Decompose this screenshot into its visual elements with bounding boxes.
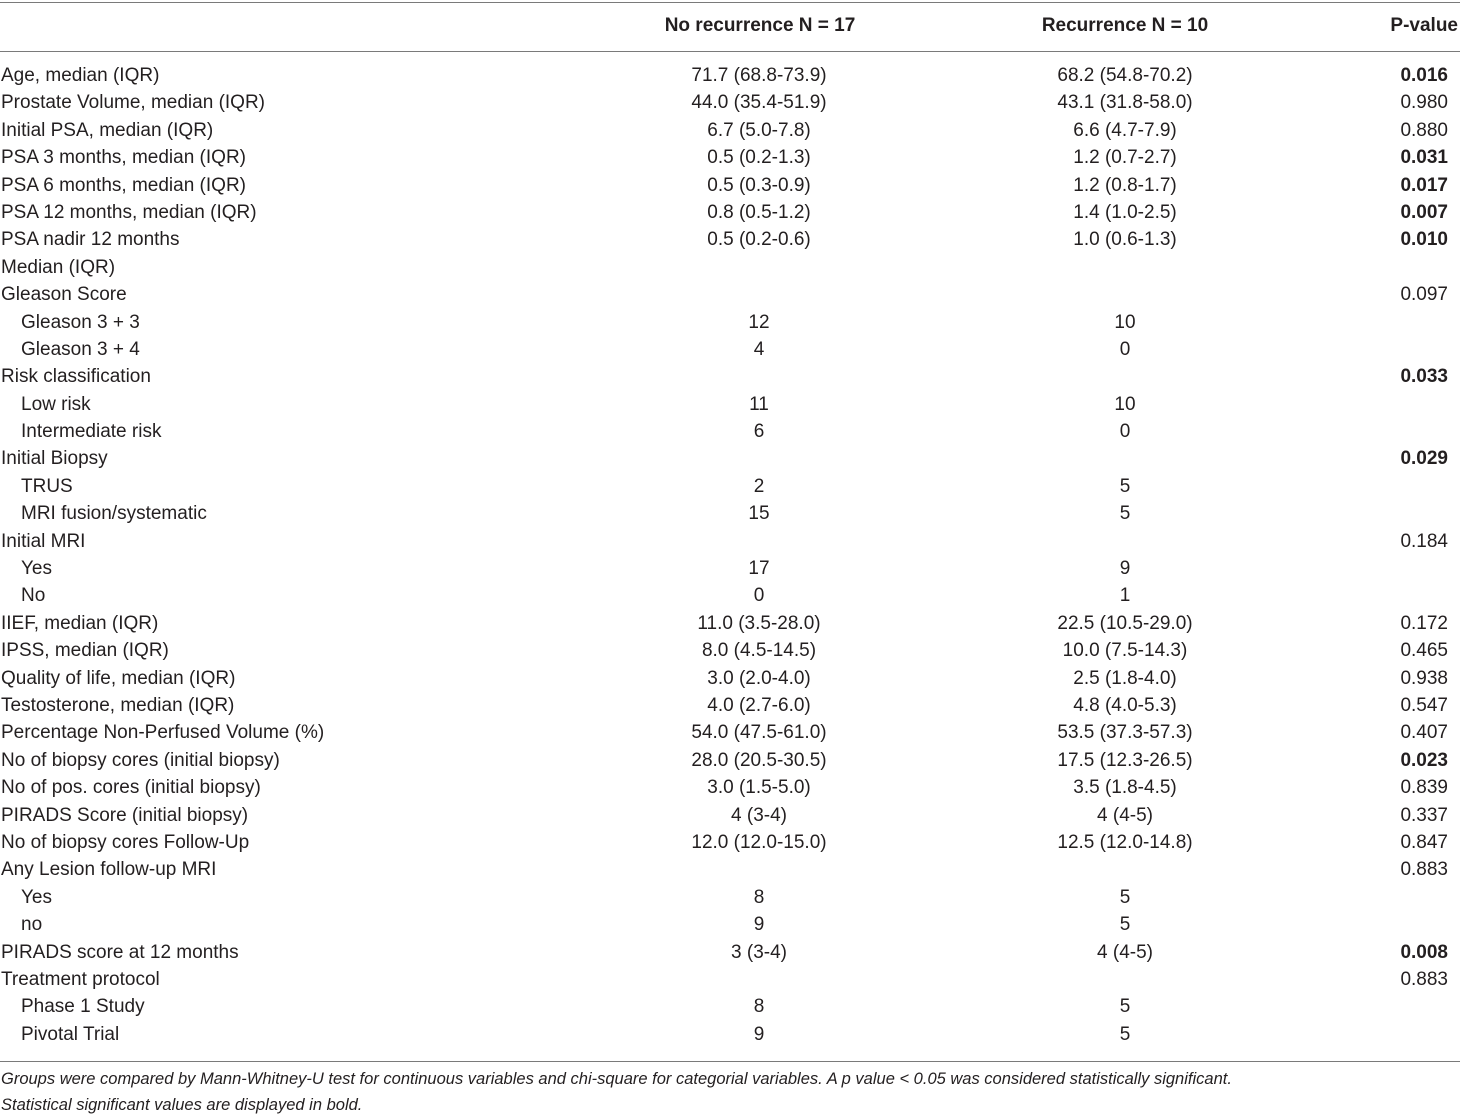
no-recurrence-value: 3.0 (1.5-5.0)	[707, 777, 811, 799]
row-label: Phase 1 Study	[21, 996, 145, 1018]
no-recurrence-value: 6	[753, 421, 765, 443]
table-row	[0, 829, 1460, 856]
table-row	[0, 281, 1460, 308]
no-recurrence-value: 71.7 (68.8-73.9)	[691, 65, 827, 86]
no-recurrence-value: 4.0 (2.7-6.0)	[707, 694, 811, 716]
row-label: PIRADS Score (initial biopsy)	[1, 804, 249, 826]
recurrence-value: 9	[1119, 558, 1131, 580]
p-value: 0.029	[1400, 448, 1448, 470]
row-label: PSA nadir 12 months	[1, 229, 180, 251]
p-value: 0.938	[1400, 667, 1448, 689]
table-row	[0, 363, 1460, 390]
no-recurrence-value: 11	[749, 393, 769, 415]
row-label: Initial PSA, median (IQR)	[1, 119, 214, 141]
recurrence-value: 4 (4-5)	[1097, 941, 1153, 963]
row-label: Initial MRI	[1, 530, 86, 552]
bottom-rule	[0, 1061, 1460, 1062]
row-label: Testosterone, median (IQR)	[1, 694, 235, 716]
table-row	[0, 911, 1460, 938]
p-value: 0.097	[1400, 284, 1448, 306]
recurrence-value: 5	[1119, 914, 1131, 936]
table-row	[0, 719, 1460, 746]
recurrence-value: 12.5 (12.0-14.8)	[1057, 831, 1193, 853]
table-row	[0, 528, 1460, 555]
table-row	[0, 966, 1460, 993]
no-recurrence-value: 54.0 (47.5-61.0)	[691, 722, 827, 744]
row-label: PSA 6 months, median (IQR)	[1, 174, 246, 196]
footnote-line-1: Groups were compared by Mann-Whitney-U test for continuous variables and chi-square for categorial variables. A p value < 0.05 was considered statistically significant.	[1, 1070, 1232, 1088]
recurrence-value: 2.5 (1.8-4.0)	[1073, 667, 1177, 689]
no-recurrence-value: 8.0 (4.5-14.5)	[701, 640, 817, 662]
row-label: Yes	[21, 558, 52, 580]
table-row	[0, 637, 1460, 664]
row-label: No of biopsy cores (initial biopsy)	[1, 749, 280, 771]
no-recurrence-value: 2	[753, 475, 765, 497]
table-row	[0, 473, 1460, 500]
table-row	[0, 802, 1460, 829]
p-value: 0.023	[1400, 749, 1448, 771]
p-value: 0.008	[1400, 941, 1448, 963]
row-label: Gleason 3 + 3	[21, 311, 140, 333]
p-value: 0.839	[1400, 777, 1448, 799]
no-recurrence-value: 0.5 (0.2-0.6)	[707, 229, 811, 251]
table-row	[0, 1021, 1460, 1048]
table-footnote	[1, 1066, 1441, 1118]
table-row	[0, 89, 1460, 116]
row-label: no	[21, 914, 43, 936]
no-recurrence-value: 9	[753, 1023, 765, 1045]
table-row	[0, 226, 1460, 253]
recurrence-value: 17.5 (12.3-26.5)	[1057, 749, 1193, 771]
row-label: Prostate Volume, median (IQR)	[1, 92, 265, 114]
table-row	[0, 144, 1460, 171]
recurrence-value: 1.2 (0.7-2.7)	[1073, 147, 1177, 169]
p-value: 0.407	[1400, 722, 1448, 744]
p-value: 0.547	[1400, 694, 1448, 716]
recurrence-value: 5	[1119, 475, 1131, 497]
row-label: Quality of life, median (IQR)	[1, 667, 236, 689]
recurrence-value: 68.2 (54.8-70.2)	[1057, 65, 1193, 86]
row-label: Any Lesion follow-up MRI	[1, 859, 217, 881]
row-label: Percentage Non-Perfused Volume (%)	[1, 722, 325, 744]
row-label: Risk classification	[1, 366, 151, 388]
no-recurrence-value: 0.5 (0.3-0.9)	[707, 174, 811, 196]
row-label: No of biopsy cores Follow-Up	[1, 831, 250, 853]
no-recurrence-value: 12	[748, 311, 770, 333]
header-rule	[0, 51, 1460, 52]
no-recurrence-value: 12.0 (12.0-15.0)	[691, 831, 827, 853]
row-label: Yes	[21, 886, 52, 908]
recurrence-value: 1	[1119, 585, 1131, 607]
row-label: No	[21, 585, 46, 607]
p-value: 0.172	[1400, 612, 1448, 634]
row-label: Intermediate risk	[21, 421, 162, 443]
table-row	[0, 445, 1460, 472]
recurrence-value: 0	[1119, 338, 1131, 360]
no-recurrence-value: 3.0 (2.0-4.0)	[707, 667, 811, 689]
recurrence-value: 43.1 (31.8-58.0)	[1057, 92, 1193, 114]
row-label: Median (IQR)	[1, 256, 116, 278]
row-label: Gleason 3 + 4	[21, 338, 140, 360]
p-value: 0.337	[1400, 804, 1448, 826]
p-value: 0.880	[1400, 119, 1448, 141]
no-recurrence-value: 0	[753, 585, 765, 607]
table-row	[0, 336, 1460, 363]
no-recurrence-value: 8	[753, 996, 765, 1018]
no-recurrence-value: 4	[753, 338, 765, 360]
no-recurrence-value: 3 (3-4)	[731, 941, 787, 963]
recurrence-value: 1.0 (0.6-1.3)	[1073, 229, 1177, 251]
row-label: Initial Biopsy	[1, 448, 108, 470]
p-value: 0.883	[1400, 859, 1448, 881]
recurrence-value: 5	[1119, 886, 1131, 908]
p-value: 0.007	[1400, 201, 1448, 223]
table-row	[0, 884, 1460, 911]
recurrence-value: 5	[1119, 503, 1131, 525]
p-value: 0.017	[1400, 174, 1448, 196]
recurrence-value: 5	[1119, 1023, 1131, 1045]
table-row	[0, 500, 1460, 527]
recurrence-value: 10.0 (7.5-14.3)	[1062, 640, 1188, 662]
header-p-value: P-value	[1390, 15, 1458, 36]
recurrence-value: 22.5 (10.5-29.0)	[1057, 612, 1193, 634]
recurrence-value: 4.8 (4.0-5.3)	[1073, 694, 1177, 716]
no-recurrence-value: 8	[753, 886, 765, 908]
header-recurrence: Recurrence N = 10	[1041, 15, 1209, 36]
table-row	[0, 582, 1460, 609]
p-value: 0.033	[1400, 366, 1448, 388]
row-label: PIRADS score at 12 months	[1, 941, 239, 963]
recurrence-value: 6.6 (4.7-7.9)	[1073, 119, 1177, 141]
recurrence-value: 53.5 (37.3-57.3)	[1057, 722, 1193, 744]
table-row	[0, 856, 1460, 883]
recurrence-value: 1.2 (0.8-1.7)	[1073, 174, 1177, 196]
footnote-line-2: Statistical significant values are displayed in bold.	[1, 1096, 363, 1114]
row-label: IIEF, median (IQR)	[1, 612, 159, 634]
recurrence-value: 5	[1119, 996, 1131, 1018]
recurrence-value: 10	[1114, 393, 1136, 415]
row-label: Pivotal Trial	[21, 1023, 120, 1045]
row-label: Treatment protocol	[1, 968, 160, 990]
header-no-recurrence: No recurrence N = 17	[664, 15, 856, 36]
row-label: TRUS	[21, 475, 73, 497]
recurrence-value: 0	[1119, 421, 1131, 443]
no-recurrence-value: 6.7 (5.0-7.8)	[707, 119, 811, 141]
row-label: IPSS, median (IQR)	[1, 640, 169, 662]
p-value: 0.465	[1400, 640, 1448, 662]
recurrence-value: 3.5 (1.8-4.5)	[1073, 777, 1177, 799]
p-value: 0.883	[1400, 968, 1448, 990]
no-recurrence-value: 0.5 (0.2-1.3)	[707, 147, 811, 169]
table-row	[0, 391, 1460, 418]
table-row	[0, 117, 1460, 144]
row-label: Age, median (IQR)	[1, 65, 160, 86]
no-recurrence-value: 9	[753, 914, 765, 936]
no-recurrence-value: 28.0 (20.5-30.5)	[691, 749, 827, 771]
table-row	[0, 172, 1460, 199]
no-recurrence-value: 15	[748, 503, 770, 525]
p-value: 0.847	[1400, 831, 1448, 853]
row-label: No of pos. cores (initial biopsy)	[1, 777, 261, 799]
row-label: MRI fusion/systematic	[21, 503, 207, 525]
row-label: PSA 3 months, median (IQR)	[1, 147, 246, 169]
table-row	[0, 610, 1460, 637]
recurrence-value: 10	[1114, 311, 1136, 333]
table-row	[0, 309, 1460, 336]
table-row	[0, 747, 1460, 774]
recurrence-value: 1.4 (1.0-2.5)	[1073, 201, 1177, 223]
table-row	[0, 555, 1460, 582]
p-value: 0.980	[1400, 92, 1448, 114]
p-value: 0.184	[1400, 530, 1448, 552]
recurrence-value: 4 (4-5)	[1097, 804, 1153, 826]
p-value: 0.010	[1400, 229, 1448, 251]
table-row	[0, 774, 1460, 801]
table-row	[0, 254, 1460, 281]
row-label: Low risk	[21, 393, 91, 415]
table-row	[0, 199, 1460, 226]
table-row	[0, 665, 1460, 692]
table-row	[0, 62, 1460, 89]
p-value: 0.016	[1400, 65, 1448, 86]
no-recurrence-value: 17	[748, 558, 770, 580]
no-recurrence-value: 44.0 (35.4-51.9)	[691, 92, 827, 114]
row-label: Gleason Score	[1, 284, 127, 306]
p-value: 0.031	[1400, 147, 1448, 169]
table-row	[0, 993, 1460, 1020]
no-recurrence-value: 0.8 (0.5-1.2)	[707, 201, 811, 223]
table-body	[0, 62, 1460, 1048]
table-row	[0, 692, 1460, 719]
table-row	[0, 939, 1460, 966]
no-recurrence-value: 11.0 (3.5-28.0)	[697, 612, 821, 634]
no-recurrence-value: 4 (3-4)	[731, 804, 787, 826]
table-row	[0, 418, 1460, 445]
row-label: PSA 12 months, median (IQR)	[1, 201, 257, 223]
